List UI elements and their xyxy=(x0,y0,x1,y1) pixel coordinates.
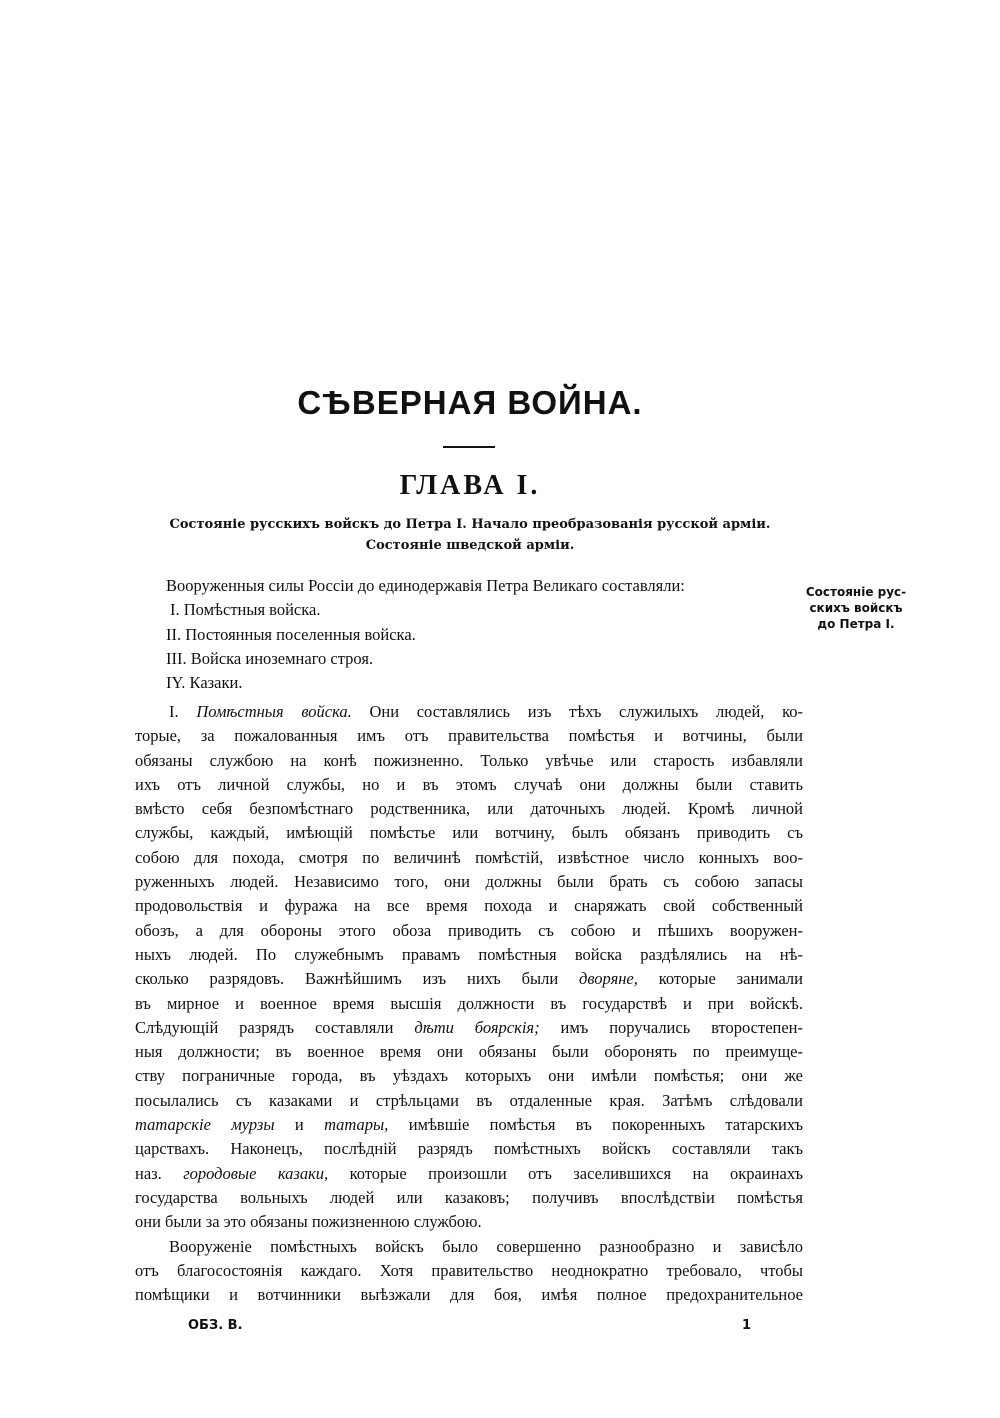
emphasis: городовые казаки, xyxy=(183,1163,329,1183)
paragraph-line: царствахъ. Наконецъ, послѣдній разрядъ помѣстныхъ войскъ составляли такъ xyxy=(135,1139,803,1159)
paragraph-line: вмѣсто себя безпомѣстнаго родственника, или даточныхъ людей. Кромѣ личной xyxy=(135,799,803,819)
paragraph-line xyxy=(135,967,803,991)
paragraph-line: въ мирное и военное время высшія должности въ государствѣ и при войскѣ. xyxy=(135,993,803,1013)
margin-note-line: Состояніе рус- xyxy=(805,585,907,599)
page-title: СѢВЕРНАЯ ВОЙНА. xyxy=(297,384,643,421)
paragraph-line xyxy=(135,700,803,724)
body-text xyxy=(135,700,803,1307)
paragraph-line: Вооруженіе помѣстныхъ войскъ было совершенно разнообразно и зависѣло xyxy=(169,1236,803,1256)
paragraph-line: ныя должности; въ военное время они обязаны были оборонять по преимуще- xyxy=(135,1042,803,1062)
margin-note-line: скихъ войскъ xyxy=(809,601,903,615)
paragraph-line: обозъ, а для обороны этого обоза приводить съ собою и пѣшихъ вооружен- xyxy=(135,920,803,940)
summary-line: Состояніе шведской арміи. xyxy=(365,538,575,553)
paragraph-line: торые, за пожалованныя имъ отъ правительства помѣстья и вотчины, были xyxy=(135,726,803,746)
paragraph-line xyxy=(135,1016,803,1040)
title-divider xyxy=(443,446,495,448)
paragraph-text: имъ поручались второстепен- xyxy=(539,1017,804,1037)
paragraph-line: помѣщики и вотчинники выѣзжали для боя, имѣя полное предохранительное xyxy=(135,1285,803,1305)
paragraph-text: Они составлялись изъ тѣхъ служилыхъ людей, ко- xyxy=(351,702,804,721)
paragraph-text: и xyxy=(274,1115,325,1135)
page-number: 1 xyxy=(742,1318,752,1333)
list-item: III. Войска иноземнаго строя. xyxy=(166,648,374,668)
paragraph-line xyxy=(135,1162,803,1186)
emphasis: дворяне, xyxy=(579,969,638,989)
paragraph-text: которые произошли отъ заселившихся на окраинахъ xyxy=(328,1163,804,1183)
paragraph-line: собою для похода, смотря по величинѣ помѣстій, извѣстное число конныхъ воо- xyxy=(135,847,803,867)
paragraph-line: отъ благосостоянія каждаго. Хотя правительство неоднократно требовало, чтобы xyxy=(135,1260,803,1280)
signature-mark: ОБЗ. В. xyxy=(188,1318,243,1333)
intro-line: Вооруженныя силы Россіи до единодержавія Петра Великаго составляли: xyxy=(166,576,685,595)
paragraph-lead: I. xyxy=(169,702,197,721)
margin-note-line: до Петра I. xyxy=(817,617,895,631)
list-item: IY. Казаки. xyxy=(166,673,243,693)
paragraph-line: посылались съ казаками и стрѣльцами въ отдаленные края. Затѣмъ слѣдовали xyxy=(135,1090,803,1110)
list-item: I. Помѣстныя войска. xyxy=(170,600,321,620)
paragraph-text: сколько разрядовъ. Важнѣйшимъ изъ нихъ были xyxy=(135,969,579,989)
paragraph-text: Слѣдующій разрядъ составляли xyxy=(135,1017,415,1037)
paragraph-text: имѣвшіе помѣстья въ покоренныхъ татарскихъ xyxy=(388,1115,803,1135)
emphasis: татарскіе мурзы xyxy=(135,1115,275,1135)
paragraph-line xyxy=(135,1113,803,1137)
chapter-heading: ГЛАВА I. xyxy=(399,470,541,501)
summary-line: Состояніе русскихъ войскъ до Петра I. Начало преобразованія русской арміи. xyxy=(169,517,771,532)
paragraph-text: которые занимали xyxy=(637,969,803,989)
emphasis: дѣти боярскія; xyxy=(414,1017,540,1037)
paragraph-line: службы, каждый, имѣющій помѣстье или вотчину, былъ обязанъ приводить съ xyxy=(135,823,803,843)
emphasis: Помѣстныя войска. xyxy=(196,702,352,721)
intro-section xyxy=(166,574,786,695)
paragraph-line: они были за это обязаны пожизненною службою. xyxy=(135,1212,482,1232)
paragraph-line: продовольствія и фуража на все время похода и снаряжать свой собственный xyxy=(135,896,803,916)
paragraph-line: ихъ отъ личной службы, но и въ этомъ случаѣ они должны были ставить xyxy=(135,774,803,794)
paragraph-line: ныхъ людей. По служебнымъ правамъ помѣстныя войска раздѣлялись на нѣ- xyxy=(135,944,803,964)
paragraph-line: обязаны службою на конѣ пожизненно. Только увѣчье или старость избавляли xyxy=(135,750,803,770)
chapter-summary xyxy=(120,514,820,556)
list-item: II. Постоянныя поселенныя войска. xyxy=(166,624,416,644)
paragraph-line: государства вольныхъ людей или казаковъ; получивъ впослѣдствіи помѣстья xyxy=(135,1187,803,1207)
paragraph-line: руженныхъ людей. Независимо того, они должны были брать съ собою запасы xyxy=(135,872,803,892)
paragraph-text: наз. xyxy=(135,1163,184,1183)
margin-note xyxy=(796,584,916,632)
emphasis: татары, xyxy=(324,1115,389,1135)
paragraph-line: ству пограничные города, въ уѣздахъ которыхъ они имѣли помѣстья; они же xyxy=(135,1066,803,1086)
